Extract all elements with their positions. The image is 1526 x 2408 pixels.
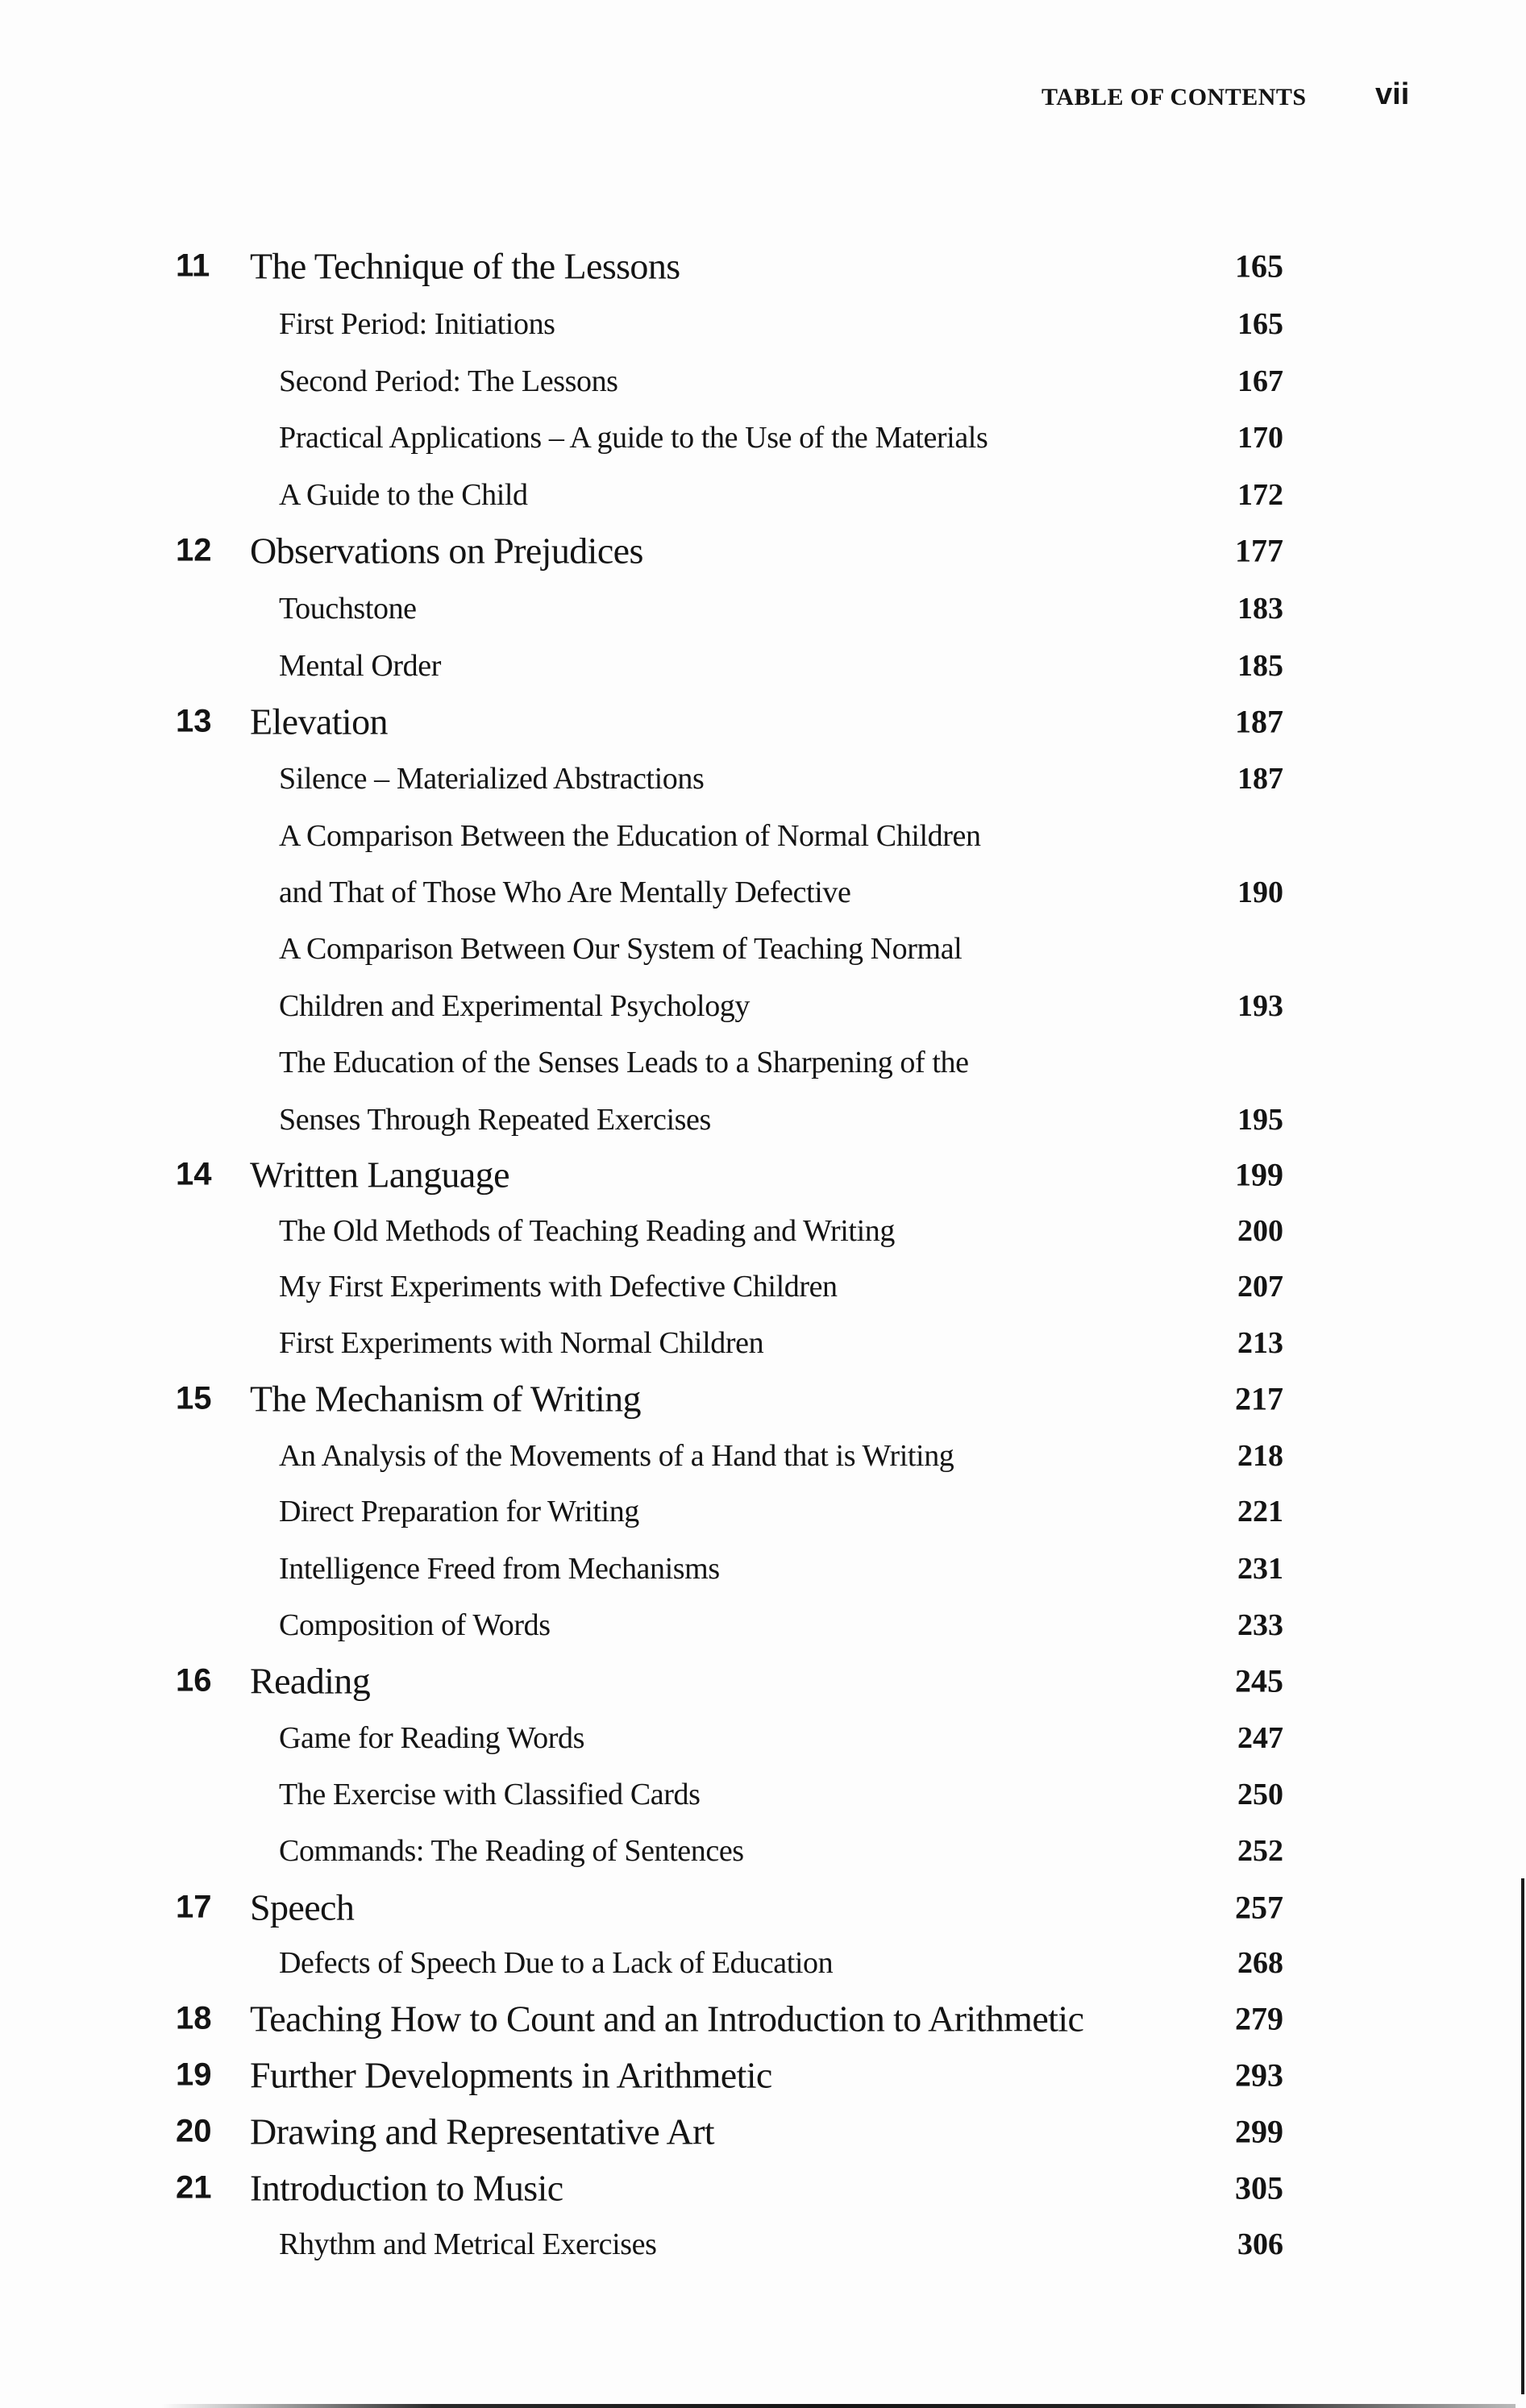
page-number: 252 [1237,1834,1283,1868]
page-number: 279 [1235,2000,1283,2037]
page-number: 213 [1237,1326,1283,1360]
chapter-title: Speech [250,1886,355,1928]
toc-section-entry [0,2220,1526,2269]
chapter-title: The Mechanism of Writing [250,1378,641,1420]
running-head: TABLE OF CONTENTS [1042,84,1307,110]
toc-section-entry [0,471,1526,519]
toc-section-entry [0,642,1526,690]
page-number: 233 [1237,1608,1283,1642]
toc-section-entry [0,584,1526,633]
toc-section-entry [0,300,1526,348]
section-title: Rhythm and Metrical Exercises [279,2227,657,2261]
toc-chapter-entry [0,1994,1526,2043]
toc-section-entry [0,414,1526,462]
page-number: 183 [1237,592,1283,626]
page-number: 167 [1237,364,1283,398]
page-number: 195 [1237,1103,1283,1137]
section-title: Defects of Speech Due to a Lack of Education [279,1946,834,1980]
section-title: An Analysis of the Movements of a Hand that is Writing [279,1439,954,1473]
chapter-title: Introduction to Music [250,2167,563,2209]
page-number: 231 [1237,1552,1283,1586]
page-number: 200 [1237,1214,1283,1248]
chapter-title: Teaching How to Count and an Introduction to Arithmetic [250,1998,1084,2040]
section-title: The Old Methods of Teaching Reading and Writing [279,1214,895,1248]
page-number: 165 [1237,307,1283,341]
page-number: 177 [1235,532,1283,569]
page-number: 165 [1235,247,1283,285]
page-number: 299 [1235,2113,1283,2150]
section-title: A Comparison Between the Education of Normal Children [279,819,981,853]
page-number: 247 [1237,1721,1283,1755]
page-number: 221 [1237,1495,1283,1528]
toc-section-entry [0,1714,1526,1762]
page-number: 250 [1237,1778,1283,1811]
section-title: Senses Through Repeated Exercises [279,1103,711,1137]
toc-chapter-entry [0,697,1526,746]
scan-edge-bottom [161,2404,1516,2408]
chapter-title: Observations on Prejudices [250,530,643,572]
toc-section-entry [0,1096,1526,1144]
toc-section-entry [0,812,1526,860]
section-title: A Guide to the Child [279,478,528,512]
toc-chapter-entry [0,1657,1526,1705]
page-number: 185 [1237,649,1283,683]
chapter-number: 15 [176,1380,212,1416]
page-number: 207 [1237,1270,1283,1304]
toc-chapter-entry [0,2051,1526,2099]
chapter-number: 19 [176,2057,212,2093]
page-number: 257 [1235,1889,1283,1926]
chapter-number: 17 [176,1889,212,1925]
page-number: 268 [1237,1946,1283,1980]
page-number: 170 [1237,421,1283,455]
toc-section-entry [0,1939,1526,1987]
chapter-number: 12 [176,532,212,568]
section-title: The Exercise with Classified Cards [279,1778,701,1811]
toc-section-entry [0,925,1526,973]
chapter-number: 16 [176,1662,212,1699]
toc-section-entry [0,1262,1526,1311]
section-title: Silence – Materialized Abstractions [279,762,705,796]
section-title: Game for Reading Words [279,1721,584,1755]
section-title: and That of Those Who Are Mentally Defective [279,875,851,909]
section-title: Children and Experimental Psychology [279,989,750,1023]
toc-chapter-entry [0,242,1526,290]
section-title: First Period: Initiations [279,307,555,341]
chapter-number: 14 [176,1156,212,1192]
toc-section-entry [0,1038,1526,1087]
section-title: Direct Preparation for Writing [279,1495,639,1528]
chapter-title: Reading [250,1660,371,1702]
scan-edge-right [1521,1878,1524,2394]
section-title: The Education of the Senses Leads to a Sharpening of the [279,1046,969,1079]
page-number: 193 [1237,989,1283,1023]
toc-chapter-entry [0,2164,1526,2212]
page-folio: vii [1375,77,1410,111]
page-number: 218 [1237,1439,1283,1473]
page-number: 187 [1237,762,1283,796]
page-number: 187 [1235,703,1283,740]
chapter-number: 13 [176,703,212,739]
toc-section-entry [0,1319,1526,1367]
section-title: First Experiments with Normal Children [279,1326,764,1360]
page-number: 245 [1235,1662,1283,1699]
section-title: Practical Applications – A guide to the Use of the Materials [279,421,988,455]
toc-section-entry [0,1601,1526,1649]
section-title: My First Experiments with Defective Children [279,1270,838,1304]
toc-section-entry [0,868,1526,917]
toc-section-entry [0,1827,1526,1875]
chapter-title: The Technique of the Lessons [250,245,680,287]
toc-section-entry [0,982,1526,1030]
section-title: Touchstone [279,592,417,626]
page-number: 217 [1235,1380,1283,1417]
chapter-title: Drawing and Representative Art [250,2111,714,2152]
toc-section-entry [0,1207,1526,1255]
toc-chapter-entry [0,1375,1526,1423]
page-number: 172 [1237,478,1283,512]
page-number: 199 [1235,1156,1283,1193]
toc-chapter-entry [0,1150,1526,1199]
chapter-title: Written Language [250,1154,509,1196]
chapter-number: 20 [176,2113,212,2149]
toc-section-entry [0,357,1526,405]
toc-section-entry [0,755,1526,803]
section-title: Intelligence Freed from Mechanisms [279,1552,720,1586]
section-title: Second Period: The Lessons [279,364,618,398]
section-title: Commands: The Reading of Sentences [279,1834,744,1868]
toc-chapter-entry [0,526,1526,575]
toc-section-entry [0,1770,1526,1819]
section-title: Composition of Words [279,1608,551,1642]
section-title: Mental Order [279,649,441,683]
page-number: 293 [1235,2057,1283,2094]
chapter-number: 11 [176,247,210,284]
page-number: 305 [1235,2169,1283,2206]
chapter-title: Further Developments in Arithmetic [250,2054,772,2096]
chapter-title: Elevation [250,701,388,742]
chapter-number: 18 [176,2000,212,2036]
toc-section-entry [0,1545,1526,1593]
toc-chapter-entry [0,2107,1526,2156]
toc-section-entry [0,1432,1526,1480]
toc-chapter-entry [0,1883,1526,1932]
toc-section-entry [0,1487,1526,1536]
section-title: A Comparison Between Our System of Teaching Normal [279,932,963,966]
page-number: 306 [1237,2227,1283,2261]
chapter-number: 21 [176,2169,212,2206]
page-number: 190 [1237,875,1283,909]
